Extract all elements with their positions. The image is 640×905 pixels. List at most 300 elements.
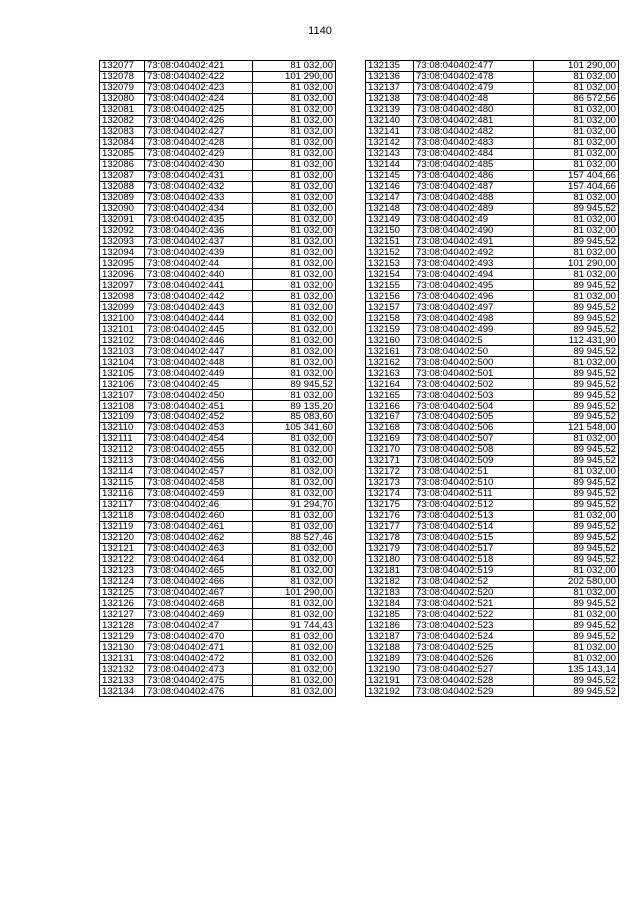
- cadastral-number: 73:08:040402:492: [414, 247, 534, 258]
- row-number: 132147: [366, 192, 414, 203]
- cadastral-value: 81 032,00: [253, 214, 336, 225]
- cadastral-value: 81 032,00: [253, 302, 336, 313]
- cadastral-value: 81 032,00: [534, 148, 619, 159]
- row-number: 132119: [100, 521, 145, 532]
- cadastral-value: 91 294,70: [253, 499, 336, 510]
- cadastral-number: 73:08:040402:426: [145, 115, 253, 126]
- cadastral-value: 81 032,00: [253, 477, 336, 488]
- cadastral-value: 89 945,52: [534, 444, 619, 455]
- row-number: 132189: [366, 653, 414, 664]
- cadastral-value: 81 032,00: [253, 324, 336, 335]
- cadastral-number: 73:08:040402:503: [414, 390, 534, 401]
- table-row: [366, 686, 619, 697]
- row-number: 132090: [100, 203, 145, 214]
- cadastral-value: 81 032,00: [253, 247, 336, 258]
- cadastral-value: 81 032,00: [253, 280, 336, 291]
- cadastral-number: 73:08:040402:434: [145, 203, 253, 214]
- row-number: 132134: [100, 686, 145, 697]
- cadastral-number: 73:08:040402:490: [414, 225, 534, 236]
- row-number: 132118: [100, 510, 145, 521]
- row-number: 132114: [100, 466, 145, 477]
- cadastral-value: 89 945,52: [534, 499, 619, 510]
- table-row: [366, 137, 619, 148]
- table-row: [100, 675, 336, 686]
- cadastral-number: 73:08:040402:528: [414, 675, 534, 686]
- row-number: 132098: [100, 291, 145, 302]
- cadastral-value: 89 945,52: [534, 302, 619, 313]
- cadastral-number: 73:08:040402:527: [414, 664, 534, 675]
- cadastral-number: 73:08:040402:454: [145, 433, 253, 444]
- row-number: 132177: [366, 521, 414, 532]
- cadastral-number: 73:08:040402:511: [414, 488, 534, 499]
- table-row: [100, 510, 336, 521]
- row-number: 132109: [100, 412, 145, 423]
- cadastral-value: 81 032,00: [534, 126, 619, 137]
- cadastral-number: 73:08:040402:489: [414, 203, 534, 214]
- table-row: [100, 422, 336, 433]
- cadastral-value: 81 032,00: [253, 357, 336, 368]
- cadastral-value: 88 527,46: [253, 532, 336, 543]
- cadastral-number: 73:08:040402:52: [414, 576, 534, 587]
- table-row: [366, 390, 619, 401]
- table-row: [100, 269, 336, 280]
- cadastral-number: 73:08:040402:469: [145, 609, 253, 620]
- row-number: 132139: [366, 104, 414, 115]
- table-row: [100, 554, 336, 565]
- table-row: [100, 379, 336, 390]
- cadastral-value: 81 032,00: [534, 104, 619, 115]
- row-number: 132143: [366, 148, 414, 159]
- table-row: [366, 521, 619, 532]
- table-row: [100, 499, 336, 510]
- table-row: [366, 587, 619, 598]
- row-number: 132123: [100, 565, 145, 576]
- cadastral-number: 73:08:040402:476: [145, 686, 253, 697]
- table-row: [100, 159, 336, 170]
- table-row: [366, 269, 619, 280]
- cadastral-number: 73:08:040402:421: [145, 61, 253, 72]
- table-row: [366, 576, 619, 587]
- cadastral-number: 73:08:040402:486: [414, 170, 534, 181]
- cadastral-value: 89 945,52: [534, 346, 619, 357]
- cadastral-number: 73:08:040402:430: [145, 159, 253, 170]
- cadastral-value: 81 032,00: [253, 653, 336, 664]
- cadastral-value: 81 032,00: [253, 61, 336, 72]
- cadastral-value: 91 744,43: [253, 620, 336, 631]
- cadastral-value: 89 135,20: [253, 401, 336, 412]
- cadastral-number: 73:08:040402:494: [414, 269, 534, 280]
- cadastral-value: 81 032,00: [253, 170, 336, 181]
- row-number: 132176: [366, 510, 414, 521]
- cadastral-value: 81 032,00: [534, 642, 619, 653]
- cadastral-value: 81 032,00: [253, 104, 336, 115]
- row-number: 132162: [366, 357, 414, 368]
- table-row: [366, 225, 619, 236]
- cadastral-value: 202 580,00: [534, 576, 619, 587]
- cadastral-value: 81 032,00: [253, 203, 336, 214]
- cadastral-number: 73:08:040402:439: [145, 247, 253, 258]
- table-row: [100, 532, 336, 543]
- cadastral-number: 73:08:040402:446: [145, 335, 253, 346]
- cadastral-value: 81 032,00: [253, 510, 336, 521]
- cadastral-value: 81 032,00: [253, 258, 336, 269]
- cadastral-number: 73:08:040402:523: [414, 620, 534, 631]
- cadastral-value: 101 290,00: [253, 71, 336, 82]
- cadastral-value: 81 032,00: [534, 159, 619, 170]
- table-row: [100, 466, 336, 477]
- table-row: [366, 280, 619, 291]
- table-row: [100, 214, 336, 225]
- cadastral-value: 135 143,14: [534, 664, 619, 675]
- table-row: [366, 302, 619, 313]
- table-row: [100, 587, 336, 598]
- cadastral-number: 73:08:040402:501: [414, 368, 534, 379]
- table-row: [100, 258, 336, 269]
- table-row: [100, 236, 336, 247]
- cadastral-number: 73:08:040402:462: [145, 532, 253, 543]
- cadastral-number: 73:08:040402:505: [414, 412, 534, 423]
- row-number: 132091: [100, 214, 145, 225]
- table-row: [366, 159, 619, 170]
- cadastral-value: 81 032,00: [253, 192, 336, 203]
- row-number: 132150: [366, 225, 414, 236]
- row-number: 132140: [366, 115, 414, 126]
- cadastral-value: 81 032,00: [253, 115, 336, 126]
- cadastral-number: 73:08:040402:425: [145, 104, 253, 115]
- cadastral-number: 73:08:040402:517: [414, 543, 534, 554]
- table-row: [100, 280, 336, 291]
- table-row: [366, 192, 619, 203]
- table-row: [366, 554, 619, 565]
- cadastral-value: 81 032,00: [253, 236, 336, 247]
- cadastral-value: 81 032,00: [253, 291, 336, 302]
- row-number: 132116: [100, 488, 145, 499]
- table-row: [100, 181, 336, 192]
- row-number: 132154: [366, 269, 414, 280]
- cadastral-number: 73:08:040402:5: [414, 335, 534, 346]
- cadastral-value: 81 032,00: [253, 686, 336, 697]
- cadastral-value: 81 032,00: [253, 444, 336, 455]
- cadastral-value: 81 032,00: [253, 433, 336, 444]
- cadastral-number: 73:08:040402:508: [414, 444, 534, 455]
- cadastral-number: 73:08:040402:47: [145, 620, 253, 631]
- cadastral-number: 73:08:040402:524: [414, 631, 534, 642]
- table-row: [100, 412, 336, 423]
- row-number: 132142: [366, 137, 414, 148]
- table-row: [366, 412, 619, 423]
- row-number: 132092: [100, 225, 145, 236]
- cadastral-number: 73:08:040402:447: [145, 346, 253, 357]
- row-number: 132158: [366, 313, 414, 324]
- table-row: [366, 466, 619, 477]
- cadastral-value: 89 945,52: [534, 236, 619, 247]
- table-row: [100, 104, 336, 115]
- cadastral-value: 81 032,00: [534, 291, 619, 302]
- cadastral-value: 81 032,00: [534, 115, 619, 126]
- cadastral-number: 73:08:040402:450: [145, 390, 253, 401]
- cadastral-number: 73:08:040402:437: [145, 236, 253, 247]
- table-row: [100, 346, 336, 357]
- cadastral-value: 81 032,00: [253, 554, 336, 565]
- cadastral-value: 81 032,00: [253, 455, 336, 466]
- cadastral-value: 81 032,00: [253, 631, 336, 642]
- row-number: 132175: [366, 499, 414, 510]
- cadastral-value: 89 945,52: [534, 488, 619, 499]
- cadastral-number: 73:08:040402:483: [414, 137, 534, 148]
- table-row: [100, 291, 336, 302]
- cadastral-number: 73:08:040402:467: [145, 587, 253, 598]
- row-number: 132087: [100, 170, 145, 181]
- cadastral-value: 81 032,00: [253, 82, 336, 93]
- cadastral-number: 73:08:040402:512: [414, 499, 534, 510]
- row-number: 132153: [366, 258, 414, 269]
- table-row: [366, 455, 619, 466]
- table-row: [366, 620, 619, 631]
- table-row: [366, 499, 619, 510]
- cadastral-value: 89 945,52: [534, 598, 619, 609]
- cadastral-number: 73:08:040402:480: [414, 104, 534, 115]
- cadastral-value: 89 945,52: [534, 631, 619, 642]
- table-row: [366, 664, 619, 675]
- row-number: 132146: [366, 181, 414, 192]
- table-row: [366, 368, 619, 379]
- cadastral-value: 81 032,00: [253, 576, 336, 587]
- row-number: 132179: [366, 543, 414, 554]
- table-row: [100, 192, 336, 203]
- row-number: 132078: [100, 71, 145, 82]
- cadastral-number: 73:08:040402:495: [414, 280, 534, 291]
- table-row: [100, 401, 336, 412]
- row-number: 132079: [100, 82, 145, 93]
- cadastral-number: 73:08:040402:502: [414, 379, 534, 390]
- cadastral-value: 81 032,00: [534, 565, 619, 576]
- cadastral-value: 81 032,00: [534, 214, 619, 225]
- row-number: 132152: [366, 247, 414, 258]
- row-number: 132173: [366, 477, 414, 488]
- table-row: [100, 247, 336, 258]
- cadastral-value: 81 032,00: [253, 664, 336, 675]
- row-number: 132082: [100, 115, 145, 126]
- table-row: [100, 609, 336, 620]
- table-row: [366, 357, 619, 368]
- table-row: [100, 455, 336, 466]
- row-number: 132097: [100, 280, 145, 291]
- left-table: [99, 60, 336, 697]
- cadastral-number: 73:08:040402:49: [414, 214, 534, 225]
- table-row: [100, 126, 336, 137]
- cadastral-value: 89 945,52: [534, 313, 619, 324]
- row-number: 132182: [366, 576, 414, 587]
- cadastral-value: 81 032,00: [253, 565, 336, 576]
- table-row: [100, 653, 336, 664]
- cadastral-number: 73:08:040402:465: [145, 565, 253, 576]
- table-row: [366, 631, 619, 642]
- cadastral-number: 73:08:040402:455: [145, 444, 253, 455]
- cadastral-value: 81 032,00: [534, 269, 619, 280]
- cadastral-number: 73:08:040402:500: [414, 357, 534, 368]
- table-row: [366, 181, 619, 192]
- cadastral-value: 89 945,52: [534, 368, 619, 379]
- row-number: 132138: [366, 93, 414, 104]
- cadastral-value: 89 945,52: [534, 455, 619, 466]
- cadastral-number: 73:08:040402:521: [414, 598, 534, 609]
- cadastral-value: 157 404,66: [534, 181, 619, 192]
- cadastral-value: 81 032,00: [534, 247, 619, 258]
- cadastral-value: 101 290,00: [534, 258, 619, 269]
- row-number: 132077: [100, 61, 145, 72]
- table-row: [366, 598, 619, 609]
- cadastral-number: 73:08:040402:493: [414, 258, 534, 269]
- cadastral-number: 73:08:040402:471: [145, 642, 253, 653]
- row-number: 132167: [366, 412, 414, 423]
- row-number: 132186: [366, 620, 414, 631]
- cadastral-value: 89 945,52: [534, 324, 619, 335]
- cadastral-value: 81 032,00: [253, 159, 336, 170]
- cadastral-value: 81 032,00: [253, 488, 336, 499]
- table-row: [366, 148, 619, 159]
- cadastral-number: 73:08:040402:423: [145, 82, 253, 93]
- table-row: [100, 444, 336, 455]
- row-number: 132121: [100, 543, 145, 554]
- row-number: 132120: [100, 532, 145, 543]
- table-row: [100, 93, 336, 104]
- cadastral-number: 73:08:040402:520: [414, 587, 534, 598]
- cadastral-number: 73:08:040402:433: [145, 192, 253, 203]
- table-row: [366, 71, 619, 82]
- table-row: [100, 620, 336, 631]
- row-number: 132144: [366, 159, 414, 170]
- cadastral-number: 73:08:040402:488: [414, 192, 534, 203]
- left-table-body: [100, 61, 336, 697]
- cadastral-number: 73:08:040402:441: [145, 280, 253, 291]
- row-number: 132124: [100, 576, 145, 587]
- row-number: 132174: [366, 488, 414, 499]
- cadastral-value: 101 290,00: [534, 61, 619, 72]
- row-number: 132183: [366, 587, 414, 598]
- table-row: [366, 82, 619, 93]
- row-number: 132141: [366, 126, 414, 137]
- cadastral-number: 73:08:040402:473: [145, 664, 253, 675]
- cadastral-number: 73:08:040402:458: [145, 477, 253, 488]
- row-number: 132089: [100, 192, 145, 203]
- cadastral-value: 81 032,00: [534, 609, 619, 620]
- cadastral-number: 73:08:040402:443: [145, 302, 253, 313]
- cadastral-value: 89 945,52: [534, 521, 619, 532]
- cadastral-number: 73:08:040402:481: [414, 115, 534, 126]
- cadastral-number: 73:08:040402:468: [145, 598, 253, 609]
- row-number: 132102: [100, 335, 145, 346]
- cadastral-number: 73:08:040402:463: [145, 543, 253, 554]
- row-number: 132151: [366, 236, 414, 247]
- row-number: 132101: [100, 324, 145, 335]
- cadastral-number: 73:08:040402:448: [145, 357, 253, 368]
- cadastral-value: 89 945,52: [253, 379, 336, 390]
- row-number: 132172: [366, 466, 414, 477]
- row-number: 132103: [100, 346, 145, 357]
- cadastral-number: 73:08:040402:459: [145, 488, 253, 499]
- row-number: 132133: [100, 675, 145, 686]
- cadastral-value: 81 032,00: [253, 521, 336, 532]
- cadastral-value: 81 032,00: [253, 642, 336, 653]
- row-number: 132157: [366, 302, 414, 313]
- table-row: [366, 675, 619, 686]
- table-row: [100, 170, 336, 181]
- row-number: 132111: [100, 433, 145, 444]
- cadastral-value: 89 945,52: [534, 401, 619, 412]
- cadastral-value: 112 431,90: [534, 335, 619, 346]
- table-row: [366, 477, 619, 488]
- cadastral-number: 73:08:040402:445: [145, 324, 253, 335]
- row-number: 132145: [366, 170, 414, 181]
- cadastral-number: 73:08:040402:461: [145, 521, 253, 532]
- row-number: 132149: [366, 214, 414, 225]
- cadastral-value: 81 032,00: [534, 587, 619, 598]
- table-row: [100, 82, 336, 93]
- row-number: 132095: [100, 258, 145, 269]
- row-number: 132084: [100, 137, 145, 148]
- row-number: 132113: [100, 455, 145, 466]
- row-number: 132136: [366, 71, 414, 82]
- table-row: [366, 203, 619, 214]
- cadastral-value: 81 032,00: [534, 225, 619, 236]
- cadastral-number: 73:08:040402:504: [414, 401, 534, 412]
- cadastral-number: 73:08:040402:424: [145, 93, 253, 104]
- right-table-body: [366, 61, 619, 697]
- row-number: 132117: [100, 499, 145, 510]
- row-number: 132188: [366, 642, 414, 653]
- row-number: 132129: [100, 631, 145, 642]
- cadastral-value: 81 032,00: [253, 368, 336, 379]
- cadastral-value: 81 032,00: [253, 269, 336, 280]
- cadastral-value: 105 341,60: [253, 422, 336, 433]
- cadastral-number: 73:08:040402:522: [414, 609, 534, 620]
- cadastral-value: 81 032,00: [253, 93, 336, 104]
- cadastral-value: 81 032,00: [253, 390, 336, 401]
- cadastral-value: 89 945,52: [534, 379, 619, 390]
- cadastral-number: 73:08:040402:432: [145, 181, 253, 192]
- cadastral-number: 73:08:040402:427: [145, 126, 253, 137]
- table-row: [100, 137, 336, 148]
- cadastral-number: 73:08:040402:428: [145, 137, 253, 148]
- row-number: 132191: [366, 675, 414, 686]
- table-row: [366, 565, 619, 576]
- row-number: 132106: [100, 379, 145, 390]
- cadastral-number: 73:08:040402:431: [145, 170, 253, 181]
- row-number: 132083: [100, 126, 145, 137]
- cadastral-value: 89 945,52: [534, 620, 619, 631]
- table-row: [366, 642, 619, 653]
- row-number: 132178: [366, 532, 414, 543]
- row-number: 132085: [100, 148, 145, 159]
- row-number: 132159: [366, 324, 414, 335]
- table-row: [366, 609, 619, 620]
- cadastral-number: 73:08:040402:519: [414, 565, 534, 576]
- row-number: 132086: [100, 159, 145, 170]
- cadastral-number: 73:08:040402:453: [145, 422, 253, 433]
- cadastral-value: 89 945,52: [534, 390, 619, 401]
- cadastral-value: 81 032,00: [253, 225, 336, 236]
- cadastral-value: 81 032,00: [534, 71, 619, 82]
- cadastral-number: 73:08:040402:472: [145, 653, 253, 664]
- cadastral-number: 73:08:040402:498: [414, 313, 534, 324]
- cadastral-value: 89 945,52: [534, 554, 619, 565]
- cadastral-number: 73:08:040402:515: [414, 532, 534, 543]
- row-number: 132096: [100, 269, 145, 280]
- row-number: 132093: [100, 236, 145, 247]
- cadastral-number: 73:08:040402:422: [145, 71, 253, 82]
- cadastral-value: 89 945,52: [534, 532, 619, 543]
- row-number: 132156: [366, 291, 414, 302]
